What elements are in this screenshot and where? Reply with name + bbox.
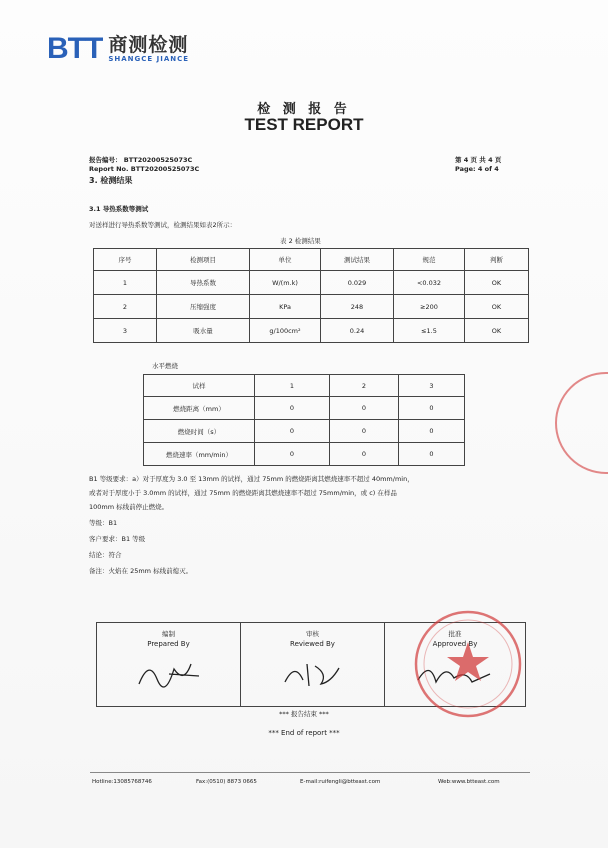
table-cell: 0: [330, 397, 399, 420]
footer-fax: Fax:(0510) 8873 0665: [196, 779, 257, 785]
page-number-cn: 第 4 页 共 4 页: [455, 156, 502, 164]
logo-chinese-name: 商测检测: [108, 34, 189, 56]
intro-text: 对送样进行导热系数等测试，检测结果如表2所示：: [89, 221, 237, 229]
logo-mark: BTT: [47, 32, 103, 65]
table-cell: 0: [399, 443, 465, 466]
title-english: TEST REPORT: [244, 115, 364, 134]
table1-header: 判断: [465, 249, 529, 271]
table-row: [94, 319, 529, 343]
prepared-signature: [129, 654, 209, 694]
table-cell: 压缩强度: [157, 295, 250, 319]
table2-header: 试样: [144, 375, 255, 397]
end-of-report-cn: *** 报告结束 ***: [279, 710, 329, 718]
table-cell: 248: [321, 295, 394, 319]
footer-email: E-mail:ruifengli@btteast.com: [300, 779, 381, 785]
conclusion-line: 结论：符合: [89, 551, 122, 559]
table-cell: W/(m.k): [250, 271, 321, 295]
company-stamp: [412, 608, 524, 720]
table-cell: 3: [94, 319, 157, 343]
section-title: 3. 检测结果: [89, 176, 133, 185]
table-cell: KPa: [250, 295, 321, 319]
report-number-cn: 报告编号： BTT20200525073C: [89, 156, 193, 164]
note-line: B1 等级要求：a）对于厚度为 3.0 至 13mm 的试样，通过 75mm 的燃烧距离其燃烧速率不超过 40mm/min，: [89, 475, 414, 483]
footer-divider: [90, 772, 530, 773]
table-cell: 0: [255, 397, 330, 420]
table-cell: 燃烧时间（s）: [144, 420, 255, 443]
table1-header: 检测项目: [157, 249, 250, 271]
approved-label-en: Approved By: [432, 640, 478, 648]
title-chinese: 检 测 报 告: [257, 102, 351, 117]
burning-table: [143, 374, 465, 466]
reviewed-label-en: Reviewed By: [290, 640, 335, 648]
table-row: [144, 443, 465, 466]
table-row: [94, 295, 529, 319]
side-stamp: [548, 368, 608, 478]
table2-header: 2: [330, 375, 399, 397]
table-cell: 0: [399, 420, 465, 443]
table1-caption: 表 2 检测结果: [280, 237, 321, 245]
table1-header: 规范: [394, 249, 465, 271]
subsection-title: 3.1 导热系数等测试: [89, 205, 149, 213]
table-row: [144, 397, 465, 420]
report-number-en: Report No. BTT20200525073C: [89, 165, 200, 173]
table-cell: OK: [465, 295, 529, 319]
note-line: 100mm 标线前停止燃烧。: [89, 503, 169, 511]
table-cell: 0: [399, 397, 465, 420]
table-cell: OK: [465, 271, 529, 295]
table1-header: 序号: [94, 249, 157, 271]
table-cell: 导热系数: [157, 271, 250, 295]
table-cell: g/100cm²: [250, 319, 321, 343]
table-cell: 0: [255, 443, 330, 466]
table-cell: 1: [94, 271, 157, 295]
table-cell: 吸水量: [157, 319, 250, 343]
reviewed-label-cn: 审核: [306, 630, 319, 638]
table-cell: ≥200: [394, 295, 465, 319]
table-cell: 燃烧速率（mm/min）: [144, 443, 255, 466]
table1-header: 单位: [250, 249, 321, 271]
footer-website: Web:www.btteast.com: [438, 779, 500, 785]
customer-requirement: 客户要求：B1 等级: [89, 535, 146, 543]
end-of-report-en: *** End of report ***: [268, 729, 340, 737]
logo-english-name: SHANGCE JIANCE: [108, 55, 190, 63]
table1-header: 测试结果: [321, 249, 394, 271]
table2-header: 3: [399, 375, 465, 397]
prepared-label-en: Prepared By: [147, 640, 190, 648]
table-cell: 0.029: [321, 271, 394, 295]
table-cell: <0.032: [394, 271, 465, 295]
table2-header: 1: [255, 375, 330, 397]
table2-caption: 水平燃烧: [152, 362, 178, 370]
table-cell: 0.24: [321, 319, 394, 343]
remark-line: 备注：火焰在 25mm 标线前熄灭。: [89, 567, 193, 575]
grade-line: 等级：B1: [89, 519, 118, 527]
table-row: [144, 420, 465, 443]
prepared-label-cn: 编制: [162, 630, 175, 638]
company-logo: [47, 34, 189, 64]
table-cell: ≤1.5: [394, 319, 465, 343]
table-cell: 2: [94, 295, 157, 319]
reviewed-signature: [273, 654, 353, 694]
page-number-en: Page: 4 of 4: [455, 165, 499, 173]
results-table: [93, 248, 529, 343]
note-line: 或者对于厚度小于 3.0mm 的试样，通过 75mm 的燃烧距离其燃烧速率不超过 75mm/min，或 c) 在样品: [89, 489, 397, 497]
table-cell: OK: [465, 319, 529, 343]
table-cell: 0: [330, 443, 399, 466]
footer-hotline: Hotline:13085768746: [92, 779, 152, 785]
table-cell: 0: [330, 420, 399, 443]
approved-label-cn: 批准: [448, 630, 462, 638]
table-cell: 燃烧距离（mm）: [144, 397, 255, 420]
table-cell: 0: [255, 420, 330, 443]
table-row: [94, 271, 529, 295]
